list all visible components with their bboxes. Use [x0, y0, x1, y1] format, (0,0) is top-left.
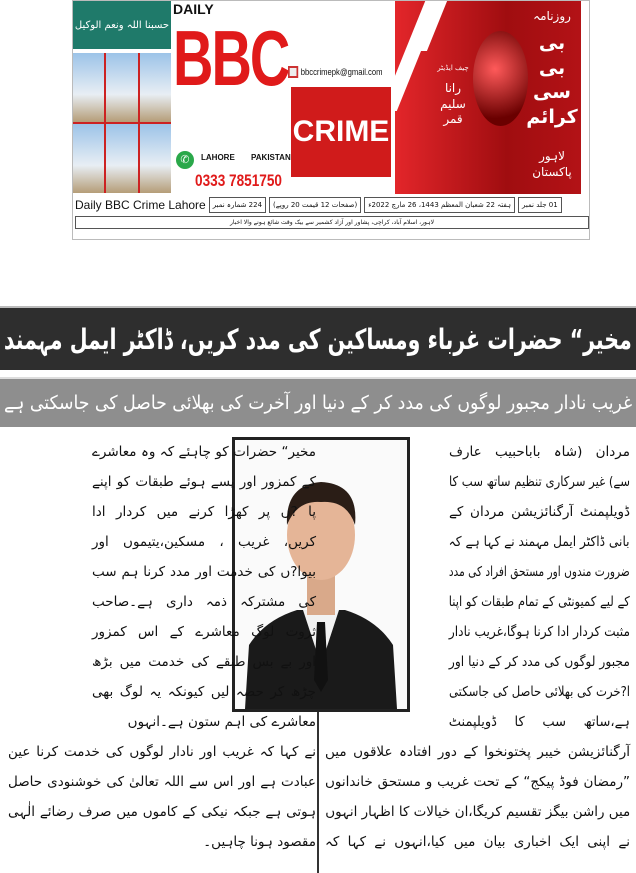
- article-line: [449, 557, 630, 587]
- paper-name: Daily BBC Crime Lahore: [75, 198, 206, 212]
- landmark-photos: [73, 53, 171, 193]
- urdu-daily: روزنامہ: [533, 9, 571, 23]
- article-line-text: ہے،ساتھ سب کا ڈویلپمنٹ: [448, 714, 630, 730]
- article-line: [92, 497, 316, 527]
- article-line-text: سے) غیر سرکاری تنظیم ساتھ سب کا: [448, 474, 630, 490]
- article-line-text: نے اپنی ایک اخباری بیان میں کیا،انہوں نے کہا کہ: [325, 834, 630, 850]
- article-line: [449, 677, 630, 707]
- article-line: [92, 587, 316, 617]
- masthead-green-banner: حسبنا اللہ ونعم الوکیل: [73, 1, 171, 49]
- article-line: [8, 797, 316, 827]
- article-line: [449, 707, 630, 737]
- article-line-text: بیوا?ں کی خدمت اور مدد کرنا ہم سب: [92, 564, 316, 580]
- newspaper-masthead: [72, 0, 590, 240]
- issue-number: 224 شمارہ نمبر: [209, 197, 266, 213]
- article-line: [8, 737, 316, 767]
- chief-editor-name: رانا سلیم قمر: [440, 81, 466, 127]
- article-line-text: چڑھ کر حصہ لیں کیونکہ یہ لوگ بھی: [92, 684, 316, 700]
- article-line: [92, 557, 316, 587]
- article-line: [92, 467, 316, 497]
- article-line: [92, 677, 316, 707]
- article-line: [8, 827, 316, 857]
- article-subheadline: غریب نادار مجبور لوگوں کی مدد کر کے دنیا اور آخرت کی بھلائی حاصل کی جاسکتی ہے: [3, 392, 633, 414]
- masthead-crime-logo: CRIME: [291, 87, 391, 177]
- article-line: [449, 587, 630, 617]
- masthead-phone: 0333 7851750: [195, 171, 282, 190]
- article-line-text: مخیر“ حضرات کو چاہئے کہ وہ معاشرے: [92, 444, 316, 460]
- article-line: [92, 647, 316, 677]
- article-line: [449, 647, 630, 677]
- urdu-city: لاہور پاکستان: [532, 149, 572, 179]
- article-line-text: ضرورت مندوں اور مستحق افراد کی مدد: [449, 564, 630, 580]
- article-line: [325, 827, 630, 857]
- email-text: bbccrimepk@gmail.com: [300, 67, 383, 77]
- article-line-text: ثروت لوگ معاشرے کے اس کمزور: [92, 624, 316, 640]
- article-line: [325, 767, 630, 797]
- article-line-text: ڈویلپمنٹ آرگنائزیشن مردان کے: [449, 504, 630, 520]
- whatsapp-icon: ✆: [176, 151, 194, 169]
- pages-price: (صفحات 12 قیمت 20 روپے): [269, 197, 361, 213]
- lahore-text: LAHORE: [201, 153, 235, 162]
- article-line: [449, 437, 630, 467]
- article-line-text: پا ?ں پر کھڑا کرنے میں کردار ادا: [92, 504, 316, 520]
- article-line-text: میں راشن بیگز تقسیم کریگا،ان خیالات کا اظہار انہوں: [324, 804, 630, 820]
- article-line-text: معاشرے کی اہم ستون ہے۔انہوں: [127, 714, 316, 730]
- article-line: [92, 527, 316, 557]
- article-line-text: مجبور لوگوں کی مدد کر کے دنیا اور: [448, 654, 630, 670]
- article-line-text: اور بے بس طبقے کی خدمت میں بڑھ: [92, 654, 316, 670]
- article-line: [92, 437, 316, 467]
- urdu-title: بی بی سی کرائم: [526, 32, 578, 129]
- globe-icon: [473, 31, 528, 126]
- masthead-bbc-logo: BBC: [173, 13, 289, 102]
- article-line-text: ا?خرت کی بھلائی حاصل کی جاسکتی: [448, 684, 630, 700]
- article-line: [449, 467, 630, 497]
- article-line: [92, 707, 316, 737]
- article-line: [8, 767, 316, 797]
- article-line-text: نے کہا کہ غریب اور نادار لوگوں کی خدمت کرنا عین: [8, 744, 316, 760]
- issue-date: ہفتہ 22 شعبان المعظم 1443، 26 مارچ 2022ء: [364, 197, 515, 213]
- article-line: [449, 617, 630, 647]
- article-line: [325, 737, 630, 767]
- gmail-icon: [288, 66, 298, 78]
- article-line-text: ہوتی ہے جبکہ نیکی کے کاموں میں صرف رضائے الٰہی: [8, 804, 316, 820]
- article-line-text: بانی ڈاکٹر ایمل مہمند نے کہا ہے کہ: [449, 534, 630, 550]
- article-line-text: کریں، غریب ، مسکین،یتیموں اور: [92, 534, 316, 550]
- pakistan-text: PAKISTAN: [251, 153, 291, 162]
- editions-text: لاہور، اسلام آباد، کراچی، پشاور اور آزاد کشمیر سے بیک وقت شائع ہونے والا اخبار: [75, 216, 589, 229]
- article-column-right: [325, 437, 630, 857]
- article-column-left: [4, 437, 316, 857]
- article-line-text: مقصود ہونا چاہیں۔: [203, 834, 316, 850]
- article-line-text: کے لیے کمیونٹی کے تمام طبقات کو اپنا: [448, 594, 630, 610]
- article-line-text: آرگنائزیشن خیبر پختونخوا کے دور افتادہ علاقوں میں: [325, 744, 630, 760]
- article-line: [449, 527, 630, 557]
- article-subheadline-bar: [0, 377, 636, 427]
- article-line: [325, 797, 630, 827]
- article-line-text: کی مشترکہ ذمہ داری ہے۔صاحب: [92, 594, 316, 610]
- article-line-text: مردان (شاہ باباحبیب عارف: [449, 444, 630, 460]
- article-line-text: مثبت کردار ادا کرنا ہوگا،غریب نادار: [448, 624, 630, 640]
- masthead-email: [288, 65, 382, 79]
- article-line-text: کے کمزور اور پسے ہوئے طبقات کو اپنے: [92, 474, 316, 490]
- column-divider: [317, 712, 319, 873]
- chief-editor-label: چیف ایڈیٹر: [437, 64, 469, 72]
- article-headline: مخیر“ حضرات غرباء ومساکین کی مدد کریں، ڈاکٹر ایمل مہمند: [4, 322, 632, 356]
- masthead-info-strip: [73, 196, 590, 230]
- masthead-red-panel: [395, 1, 581, 194]
- article-line: [449, 497, 630, 527]
- article-headline-bar: [0, 306, 636, 370]
- article-line: [92, 617, 316, 647]
- article-line-text: عبادت ہے اور اس سے اللہ تعالیٰ کی خوشنودی حاصل: [8, 774, 316, 790]
- masthead-location: [201, 153, 291, 162]
- volume-number: 01 جلد نمبر: [518, 197, 562, 213]
- article-line-text: ”رمضان فوڈ پیکج“ کے تحت غریب و مستحق خاندانوں: [325, 774, 630, 790]
- masthead-daily: DAILY: [173, 1, 214, 17]
